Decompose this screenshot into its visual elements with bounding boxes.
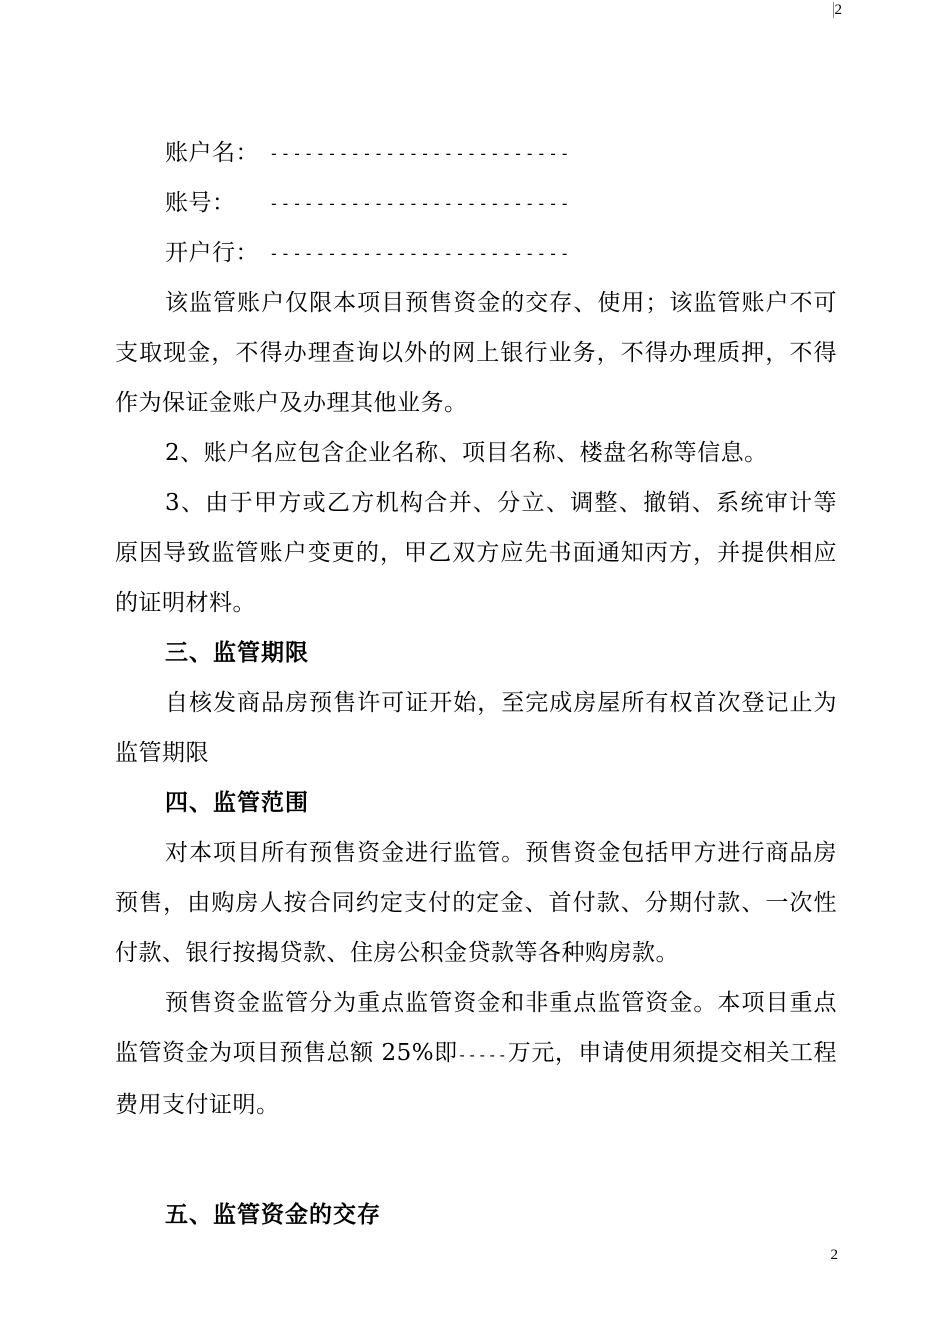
document-body: [115, 128, 837, 1240]
paragraph-account-change: 3、由于甲方或乙方机构合并、分立、调整、撤销、系统审计等原因导致监管账户变更的，甲乙双方应先书面通知丙方，并提供相应的证明材料。: [115, 490, 837, 616]
paragraph-supervision-period: 自核发商品房预售许可证开始，至完成房屋所有权首次登记止为监管期限: [115, 690, 837, 766]
key-funds-amount-blank: -----: [457, 1046, 508, 1064]
paragraph-account-restrictions: 该监管账户仅限本项目预售资金的交存、使用；该监管账户不可支取现金，不得办理查询以外的网上银行业务，不得办理质押，不得作为保证金账户及办理其他业务。: [115, 290, 837, 416]
account-number-row: [115, 178, 837, 228]
bank-row: [115, 228, 837, 278]
key-funds-text-b: 万元，申请使用须提交相关工程费用支付证明。: [115, 1040, 838, 1118]
spacer: [115, 1130, 837, 1190]
header-page-number: 2: [834, 2, 842, 18]
account-number-label: 账号：: [165, 190, 236, 216]
account-number-blank: --------------------------: [269, 194, 572, 213]
account-name-blank: --------------------------: [269, 144, 572, 163]
bank-label: 开户行：: [165, 240, 259, 266]
account-name-label: 账户名：: [165, 140, 259, 166]
key-funds-text-a: 预售资金监管分为重点监管资金和非重点监管资金。本项目重点监管资金为项目预售总额 25%即: [115, 990, 837, 1066]
paragraph-key-supervised-funds: [115, 978, 837, 1130]
paragraph-account-naming: 2、账户名应包含企业名称、项目名称、楼盘名称等信息。: [165, 440, 768, 466]
account-name-row: [115, 128, 837, 178]
section-heading-fund-deposit: 五、监管资金的交存: [165, 1201, 381, 1228]
footer-page-number: 2: [830, 1247, 838, 1263]
section-heading-supervision-period: 三、监管期限: [165, 639, 309, 666]
paragraph-supervision-scope: 对本项目所有预售资金进行监管。预售资金包括甲方进行商品房预售，由购房人按合同约定支付的定金、首付款、分期付款、一次性付款、银行按揭贷款、住房公积金贷款等各种购房款。: [115, 840, 837, 966]
bank-blank: --------------------------: [269, 244, 572, 263]
section-heading-supervision-scope: 四、监管范围: [165, 789, 309, 816]
